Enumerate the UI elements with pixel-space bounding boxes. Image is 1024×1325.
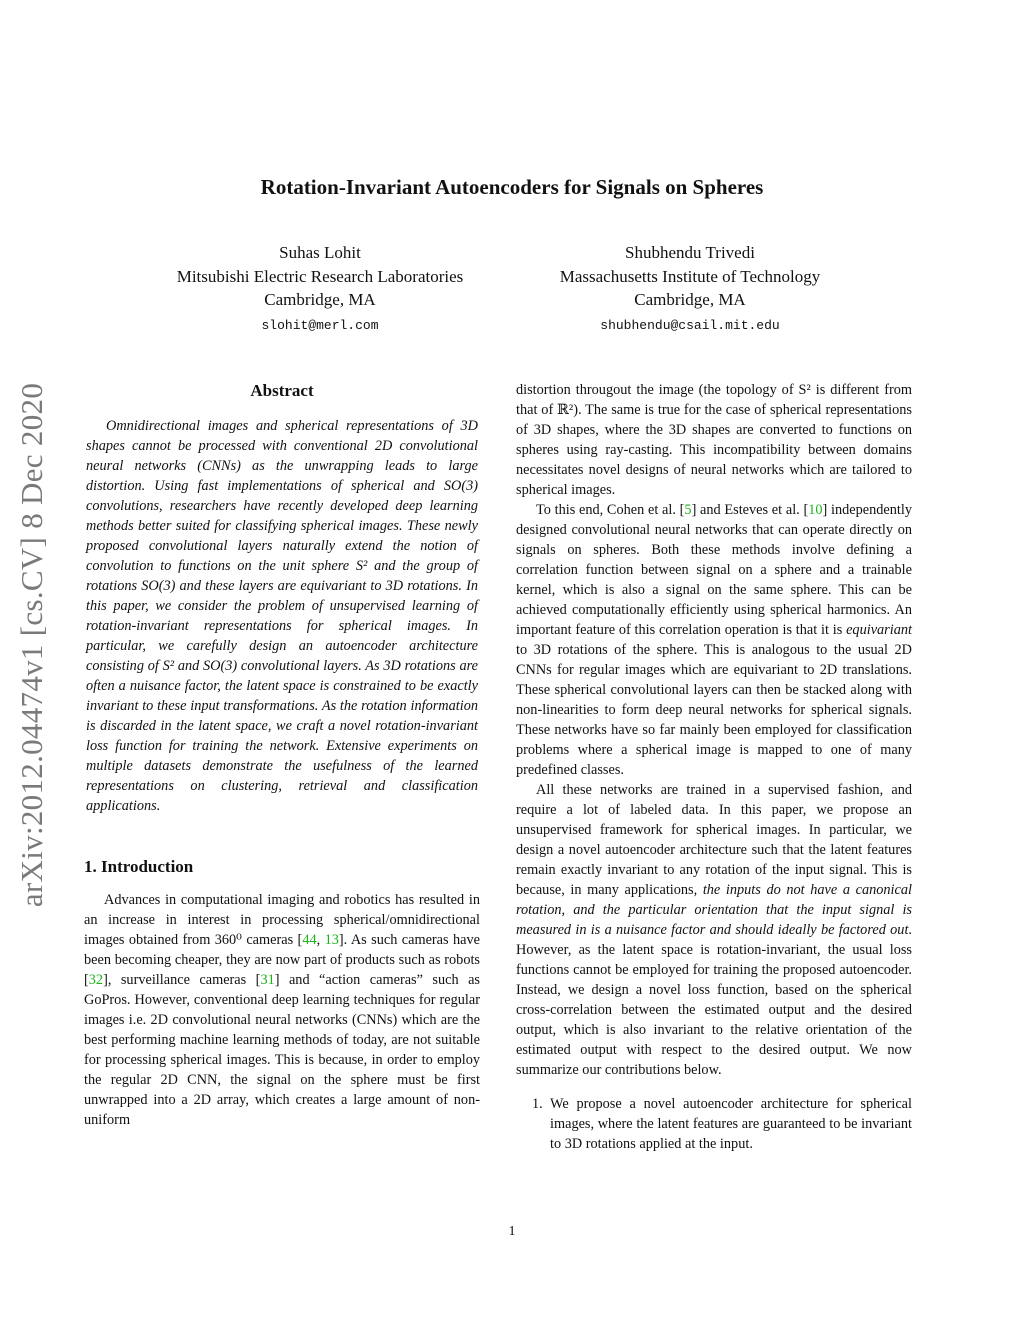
citation-link[interactable]: 5 xyxy=(684,502,692,518)
citation-link[interactable]: 13 xyxy=(324,932,339,948)
author-location: Cambridge, MA xyxy=(634,290,746,309)
right-column xyxy=(516,380,912,1154)
page-number: 1 xyxy=(508,1224,516,1239)
author-email[interactable]: shubhendu@csail.mit.edu xyxy=(600,317,780,333)
intro-paragraph-1: Advances in computational imaging and robotics has resulted in an increase in interest in processing spherical/omnidirectional images obtained from 360⁰ cameras [44, 13]. As such cameras have been becoming cheaper, they are now part of products such as robots [32], surveillance cameras [31] and “action cameras” such as GoPros. However, conventional deep learning techniques for regular images i.e. 2D convolutional neural networks (CNNs) which are the best performing machine learning methods of today, are not suitable for processing spherical images. This is because, in order to employ the regular 2D CNN, the signal on the sphere must be first unwrapped into a 2D array, which creates a large amount of non-uniform xyxy=(84,892,481,1128)
citation-link[interactable]: 32 xyxy=(88,972,104,988)
abstract-heading: Abstract xyxy=(250,381,314,400)
left-column xyxy=(84,380,480,1130)
intro-paragraph-2: distortion througout the image (the topology of S² is different from that of ℝ²). The same is true for the case of spherical representations of 3D shapes, where the 3D shapes are converted to functions on spheres using ray-casting. This incompatibility between domains necessitates novel designs of neural networks which are tailored to spherical images. xyxy=(516,382,912,498)
arxiv-stamp xyxy=(0,355,64,935)
paper-title: Rotation-Invariant Autoencoders for Signals on Spheres xyxy=(260,175,764,199)
citation-link[interactable]: 44 xyxy=(302,932,317,948)
author-name: Suhas Lohit xyxy=(279,243,361,262)
author-affiliation: Mitsubishi Electric Research Laboratories xyxy=(176,266,464,286)
contribution-text: We propose a novel autoencoder architecture for spherical images, where the latent features are guaranteed to be invariant to 3D rotations applied at the input. xyxy=(550,1096,912,1152)
citation-link[interactable]: 31 xyxy=(260,972,275,988)
abstract-text: Omnidirectional images and spherical representations of 3D shapes cannot be processed with conventional 2D convolutional neural networks (CNNs) as the unwrapping leads to large distortion. Using fast implementations of spherical and SO(3) convolutions, researchers have recently developed deep learning methods better suited for classifying spherical images. These newly proposed convolutional layers naturally extend the notion of convolution to functions on the unit sphere S² and the group of rotations SO(3) and these layers are equivariant to 3D rotations. In this paper, we consider the problem of unsupervised learning of rotation-invariant representations for spherical images. In particular, we carefully design an autoencoder architecture consisting of S² and SO(3) convolutional layers. As 3D rotations are often a nuisance factor, the latent space is constrained to be exactly invariant to these input transformations. As the rotation information is discarded in the latent space, we craft a novel rotation-invariant loss function for training the network. Extensive experiments on multiple datasets demonstrate the usefulness of the learned representations on clustering, retrieval and classification applications. xyxy=(86,418,478,814)
section-heading-introduction: 1. Introduction xyxy=(84,857,194,876)
contribution-number: 1. xyxy=(532,1096,543,1112)
author-affiliation: Massachusetts Institute of Technology xyxy=(559,266,821,286)
author-block-1 xyxy=(130,241,510,337)
author-email[interactable]: slohit@merl.com xyxy=(261,317,379,333)
author-block-2 xyxy=(510,241,870,337)
contribution-item xyxy=(516,1094,912,1154)
author-location: Cambridge, MA xyxy=(264,290,376,309)
intro-paragraph-3: To this end, Cohen et al. [5] and Esteves et al. [10] independently designed convolutional neural networks that can operate directly on signals on spheres. Both these methods involve defining a correlation function between signal on a sphere and a trainable kernel, which is also a signal on the same sphere. This can be achieved computationally efficiently using spherical harmonics. An important feature of this correlation operation is that it is equivariant to 3D rotations of the sphere. This is analogous to the usual 2D CNNs for regular images which are equivariant to 2D translations. These spherical convolutional layers can then be stacked along with non-linearities to form deep neural networks for spherical signals. These networks have so far mainly been employed for classification problems where a spherical image is mapped to one of many predefined classes. xyxy=(516,502,913,778)
intro-paragraph-4: All these networks are trained in a supervised fashion, and require a lot of labeled data. In this paper, we propose an unsupervised framework for spherical images. In particular, we design a novel autoencoder architecture such that the latent features remain exactly invariant to any rotation of the input signal. This is because, in many applications, the inputs do not have a canonical rotation, and the particular orientation that the input signal is measured in is a nuisance factor and should ideally be factored out. However, as the latent space is rotation-invariant, the usual loss functions cannot be employed for training the proposed autoencoder. Instead, we design a novel loss function, based on the spherical cross-correlation between the estimated output and the desired output, which is also invariant to the relative orientation of the estimated output with respect to the desired output. We now summarize our contributions below. xyxy=(516,782,912,1078)
citation-link[interactable]: 10 xyxy=(808,502,823,518)
author-name: Shubhendu Trivedi xyxy=(625,243,755,262)
arxiv-stamp-text: arXiv:2012.04474v1 [cs.CV] 8 Dec 2020 xyxy=(14,382,49,908)
